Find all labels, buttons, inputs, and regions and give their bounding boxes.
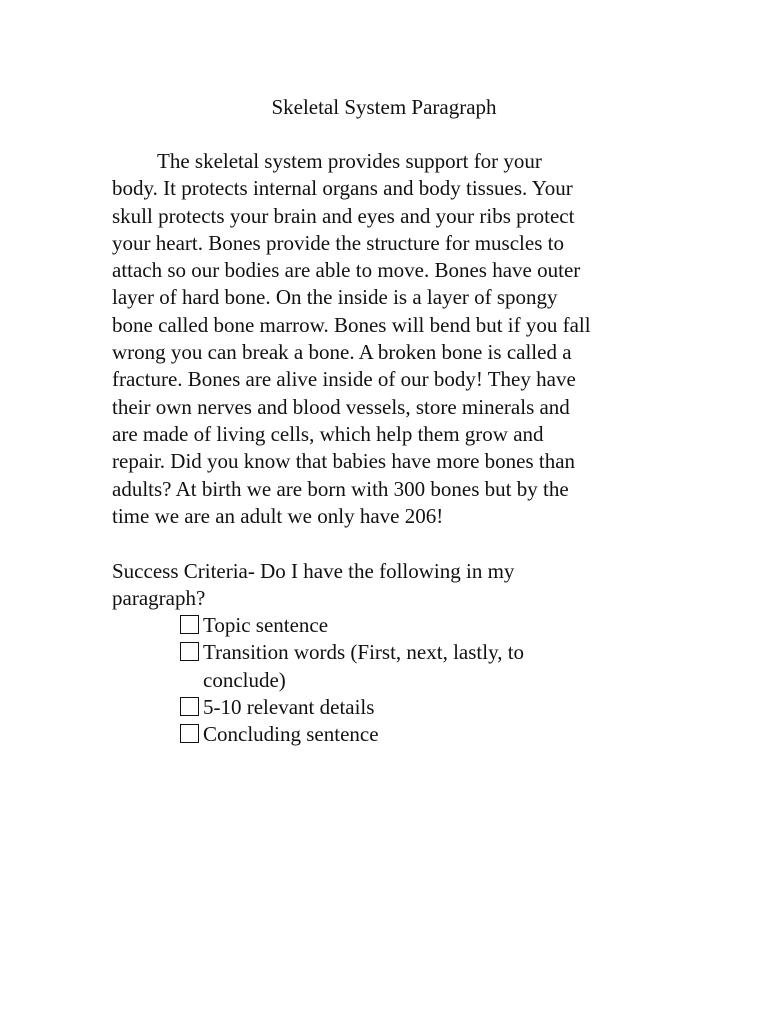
checklist-item-label: Concluding sentence <box>203 722 379 747</box>
paragraph-line: adults? At birth we are born with 300 bones but by the <box>112 476 569 501</box>
criteria-line: paragraph? <box>112 586 206 611</box>
checklist-item-concluding-sentence <box>180 721 660 748</box>
body-paragraph <box>112 148 664 530</box>
paragraph-line: time we are an adult we only have 206! <box>112 503 444 528</box>
success-criteria-heading <box>112 558 664 613</box>
paragraph-line: their own nerves and blood vessels, store minerals and <box>112 394 570 419</box>
checklist-item-label: 5-10 relevant details <box>203 694 375 719</box>
checkbox-transition-words[interactable] <box>180 642 199 661</box>
paragraph-line: attach so our bodies are able to move. Bones have outer <box>112 258 581 283</box>
checklist-item-topic-sentence <box>180 612 660 639</box>
checklist-item-label: Topic sentence <box>203 613 329 637</box>
paragraph-line: skull protects your brain and eyes and your ribs protect <box>112 203 575 228</box>
checkbox-relevant-details[interactable] <box>180 697 199 716</box>
checklist-item-label: Transition words (First, next, lastly, to <box>203 640 525 665</box>
checkbox-topic-sentence[interactable] <box>180 615 199 634</box>
paragraph-line: your heart. Bones provide the structure for muscles to <box>112 230 564 255</box>
checklist-item-relevant-details <box>180 694 660 721</box>
paragraph-line: repair. Did you know that babies have more bones than <box>112 449 576 474</box>
paragraph-line: The skeletal system provides support for your <box>157 149 542 173</box>
criteria-line: Success Criteria- Do I have the following in my <box>112 559 515 583</box>
paragraph-line: fracture. Bones are alive inside of our body! They have <box>112 367 576 392</box>
paragraph-line: are made of living cells, which help them grow and <box>112 421 544 446</box>
page-title: Skeletal System Paragraph <box>271 95 497 119</box>
checklist-item-transition-words <box>180 639 660 694</box>
paragraph-line: bone called bone marrow. Bones will bend but if you fall <box>112 312 591 337</box>
checklist-item-label: conclude) <box>203 667 286 692</box>
paragraph-line: wrong you can break a bone. A broken bone is called a <box>112 340 572 365</box>
paragraph-line: body. It protects internal organs and body tissues. Your <box>112 176 573 201</box>
checkbox-concluding-sentence[interactable] <box>180 724 199 743</box>
success-criteria-checklist <box>180 612 660 748</box>
paragraph-line: layer of hard bone. On the inside is a layer of spongy <box>112 285 558 310</box>
